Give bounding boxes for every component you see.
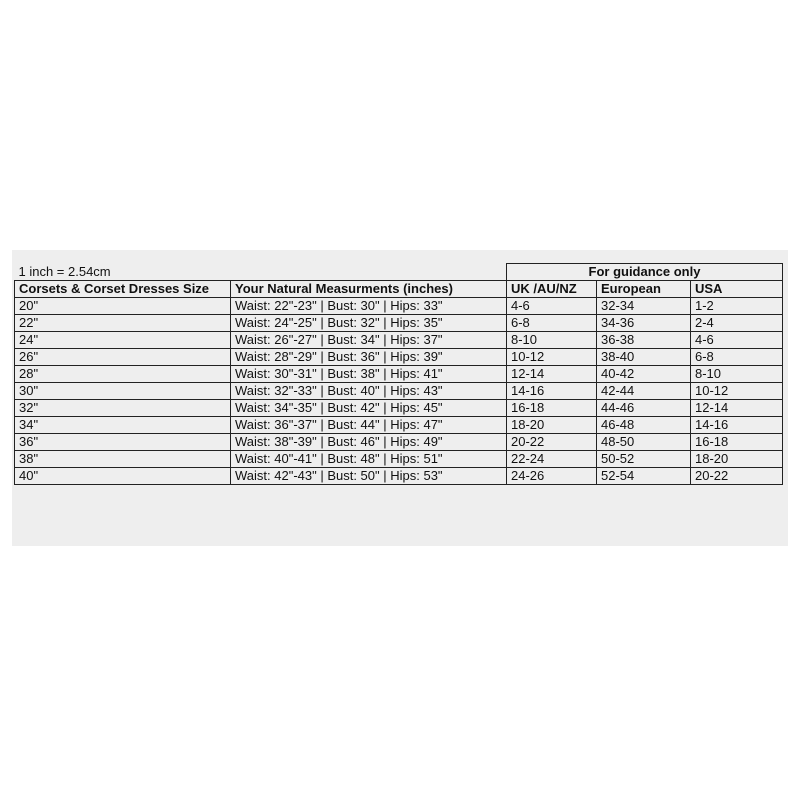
cell-usa: 2-4 xyxy=(691,315,783,332)
cell-size: 38" xyxy=(15,451,231,468)
cell-measurements: Waist: 40"-41" | Bust: 48" | Hips: 51" xyxy=(231,451,507,468)
cell-european: 32-34 xyxy=(597,298,691,315)
table-row xyxy=(15,298,783,315)
cell-measurements: Waist: 42"-43" | Bust: 50" | Hips: 53" xyxy=(231,468,507,485)
cell-european: 52-54 xyxy=(597,468,691,485)
table-row xyxy=(15,366,783,383)
cell-measurements: Waist: 36"-37" | Bust: 44" | Hips: 47" xyxy=(231,417,507,434)
cell-size: 32" xyxy=(15,400,231,417)
table-row xyxy=(15,434,783,451)
cell-uk: 24-26 xyxy=(507,468,597,485)
cell-uk: 12-14 xyxy=(507,366,597,383)
cell-size: 40" xyxy=(15,468,231,485)
cell-measurements: Waist: 34"-35" | Bust: 42" | Hips: 45" xyxy=(231,400,507,417)
table-row xyxy=(15,451,783,468)
cell-european: 40-42 xyxy=(597,366,691,383)
cell-uk: 4-6 xyxy=(507,298,597,315)
cell-european: 42-44 xyxy=(597,383,691,400)
cell-european: 34-36 xyxy=(597,315,691,332)
cell-usa: 1-2 xyxy=(691,298,783,315)
cell-european: 36-38 xyxy=(597,332,691,349)
table-row xyxy=(15,400,783,417)
cell-uk: 22-24 xyxy=(507,451,597,468)
cell-european: 48-50 xyxy=(597,434,691,451)
cell-usa: 6-8 xyxy=(691,349,783,366)
header-usa: USA xyxy=(691,281,783,298)
header-measurements: Your Natural Measurments (inches) xyxy=(231,281,507,298)
cell-size: 22" xyxy=(15,315,231,332)
column-header-row xyxy=(15,281,783,298)
cell-usa: 8-10 xyxy=(691,366,783,383)
header-size: Corsets & Corset Dresses Size xyxy=(15,281,231,298)
table-row xyxy=(15,349,783,366)
cell-measurements: Waist: 22"-23" | Bust: 30" | Hips: 33" xyxy=(231,298,507,315)
cell-size: 20" xyxy=(15,298,231,315)
guidance-header: For guidance only xyxy=(507,264,783,281)
cell-usa: 16-18 xyxy=(691,434,783,451)
cell-usa: 20-22 xyxy=(691,468,783,485)
cell-uk: 10-12 xyxy=(507,349,597,366)
header-uk-au-nz: UK /AU/NZ xyxy=(507,281,597,298)
cell-uk: 16-18 xyxy=(507,400,597,417)
cell-size: 28" xyxy=(15,366,231,383)
cell-size: 30" xyxy=(15,383,231,400)
cell-european: 38-40 xyxy=(597,349,691,366)
table-row xyxy=(15,332,783,349)
cell-uk: 14-16 xyxy=(507,383,597,400)
cell-measurements: Waist: 32"-33" | Bust: 40" | Hips: 43" xyxy=(231,383,507,400)
cell-european: 44-46 xyxy=(597,400,691,417)
cell-measurements: Waist: 28"-29" | Bust: 36" | Hips: 39" xyxy=(231,349,507,366)
cell-usa: 14-16 xyxy=(691,417,783,434)
cell-uk: 20-22 xyxy=(507,434,597,451)
table-row xyxy=(15,417,783,434)
cell-size: 34" xyxy=(15,417,231,434)
header-european: European xyxy=(597,281,691,298)
note-row xyxy=(15,264,783,281)
size-chart-table xyxy=(14,263,783,485)
table-row xyxy=(15,468,783,485)
cell-uk: 6-8 xyxy=(507,315,597,332)
cell-usa: 4-6 xyxy=(691,332,783,349)
cell-measurements: Waist: 26"-27" | Bust: 34" | Hips: 37" xyxy=(231,332,507,349)
cell-usa: 10-12 xyxy=(691,383,783,400)
cell-measurements: Waist: 30"-31" | Bust: 38" | Hips: 41" xyxy=(231,366,507,383)
table-row xyxy=(15,383,783,400)
cell-measurements: Waist: 24"-25" | Bust: 32" | Hips: 35" xyxy=(231,315,507,332)
cell-usa: 12-14 xyxy=(691,400,783,417)
cell-european: 50-52 xyxy=(597,451,691,468)
cell-uk: 8-10 xyxy=(507,332,597,349)
cell-size: 36" xyxy=(15,434,231,451)
cell-uk: 18-20 xyxy=(507,417,597,434)
conversion-note: 1 inch = 2.54cm xyxy=(18,263,111,279)
table-row xyxy=(15,315,783,332)
cell-measurements: Waist: 38"-39" | Bust: 46" | Hips: 49" xyxy=(231,434,507,451)
cell-size: 24" xyxy=(15,332,231,349)
cell-european: 46-48 xyxy=(597,417,691,434)
cell-size: 26" xyxy=(15,349,231,366)
cell-usa: 18-20 xyxy=(691,451,783,468)
